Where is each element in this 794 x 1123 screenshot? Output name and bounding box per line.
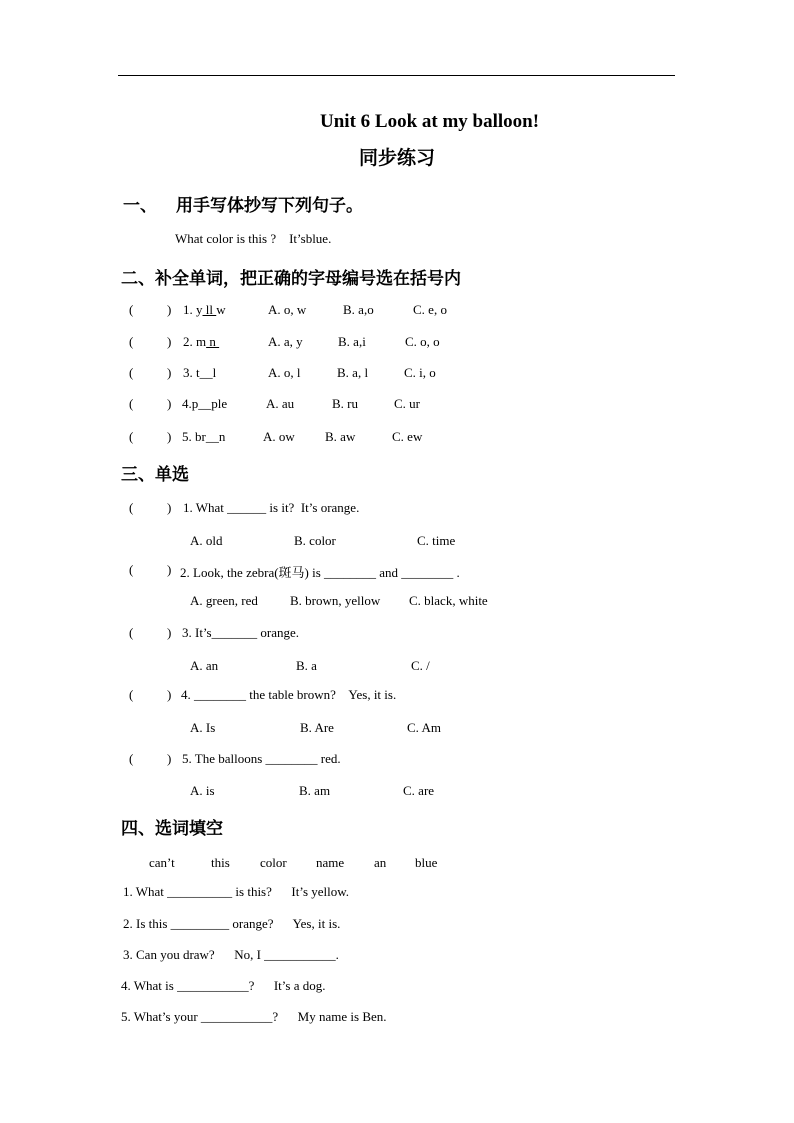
word-bank-item: this (211, 855, 230, 870)
option-c: C. o, o (405, 334, 440, 349)
word-bank-item: blue (415, 855, 438, 870)
option-a: A. o, w (268, 302, 307, 317)
answer-paren-close: ) (167, 396, 172, 411)
option-a: A. is (190, 783, 215, 798)
option-c: C. time (417, 533, 456, 548)
option-c: C. ew (392, 429, 423, 444)
option-c: C. ur (394, 396, 420, 411)
option-c: C. black, white (409, 593, 488, 608)
section2-heading: 二、补全单词，把正确的字母编号选在括号内 (121, 269, 461, 289)
option-a: A. green, red (190, 593, 258, 608)
option-b: B. aw (325, 429, 356, 444)
answer-paren-open: ( (129, 365, 134, 380)
answer-paren-close: ) (167, 500, 172, 515)
option-a: A. a, y (268, 334, 303, 349)
option-c: C. Am (407, 720, 441, 735)
fill-item-2: 2. Is this _________ orange? Yes, it is. (123, 916, 341, 931)
answer-paren-open: ( (129, 562, 134, 577)
option-c: C. / (411, 658, 430, 673)
page-subtitle: 同步练习 (359, 147, 436, 169)
option-c: C. e, o (413, 302, 447, 317)
option-a: A. au (266, 396, 295, 411)
question-text: 2. Look, the zebra(斑马) is ________ and ________ . (180, 565, 460, 580)
option-b: B. ru (332, 396, 358, 411)
option-b: B. color (294, 533, 336, 548)
word-stem: 1. y ll w (183, 302, 226, 317)
question-text: 3. It’s_______ orange. (182, 625, 299, 640)
answer-paren-close: ) (167, 751, 172, 766)
fill-item-4: 4. What is ___________? It’s a dog. (121, 978, 326, 993)
option-a: A. ow (263, 429, 295, 444)
answer-paren-close: ) (167, 365, 172, 380)
option-b: B. a (296, 658, 317, 673)
section1-sentence: What color is this ? It’sblue. (175, 231, 332, 246)
option-b: B. brown, yellow (290, 593, 381, 608)
option-a: A. old (190, 533, 223, 548)
option-b: B. Are (300, 720, 334, 735)
answer-paren-open: ( (129, 500, 134, 515)
answer-paren-open: ( (129, 396, 134, 411)
section1-heading: 用手写体抄写下列句子。 (176, 196, 363, 216)
answer-paren-close: ) (167, 334, 172, 349)
option-a: A. o, l (268, 365, 301, 380)
page-title: Unit 6 Look at my balloon! (320, 111, 540, 132)
section3-heading: 三、单选 (121, 465, 189, 485)
word-stem: 5. br__n (182, 429, 226, 444)
option-b: B. a,o (343, 302, 374, 317)
option-c: C. are (403, 783, 435, 798)
answer-paren-open: ( (129, 302, 134, 317)
answer-paren-open: ( (129, 429, 134, 444)
fill-item-5: 5. What’s your ___________? My name is Ben. (121, 1009, 387, 1024)
answer-paren-close: ) (167, 302, 172, 317)
section1-number: 一、 (123, 196, 157, 216)
word-bank-item: can’t (149, 855, 175, 870)
word-bank-item: color (260, 855, 287, 870)
answer-paren-close: ) (167, 429, 172, 444)
answer-paren-close: ) (167, 687, 172, 702)
word-bank-item: an (374, 855, 387, 870)
question-text: 5. The balloons ________ red. (182, 751, 341, 766)
word-stem: 4.p__ple (182, 396, 228, 411)
header-rule (118, 75, 675, 76)
option-b: B. a,i (338, 334, 366, 349)
answer-paren-open: ( (129, 751, 134, 766)
word-stem: 2. m n (183, 334, 220, 349)
option-a: A. an (190, 658, 219, 673)
fill-item-3: 3. Can you draw? No, I ___________. (123, 947, 339, 962)
word-stem: 3. t__l (183, 365, 217, 380)
answer-paren-close: ) (167, 625, 172, 640)
answer-paren-close: ) (167, 562, 172, 577)
section4-heading: 四、选词填空 (121, 819, 223, 839)
answer-paren-open: ( (129, 625, 134, 640)
fill-item-1: 1. What __________ is this? It’s yellow. (123, 884, 350, 899)
option-b: B. am (299, 783, 331, 798)
answer-paren-open: ( (129, 687, 134, 702)
option-b: B. a, l (337, 365, 369, 380)
option-a: A. Is (190, 720, 216, 735)
answer-paren-open: ( (129, 334, 134, 349)
question-text: 1. What ______ is it? It’s orange. (183, 500, 360, 515)
question-text: 4. ________ the table brown? Yes, it is. (181, 687, 397, 702)
word-bank-item: name (316, 855, 345, 870)
option-c: C. i, o (404, 365, 436, 380)
